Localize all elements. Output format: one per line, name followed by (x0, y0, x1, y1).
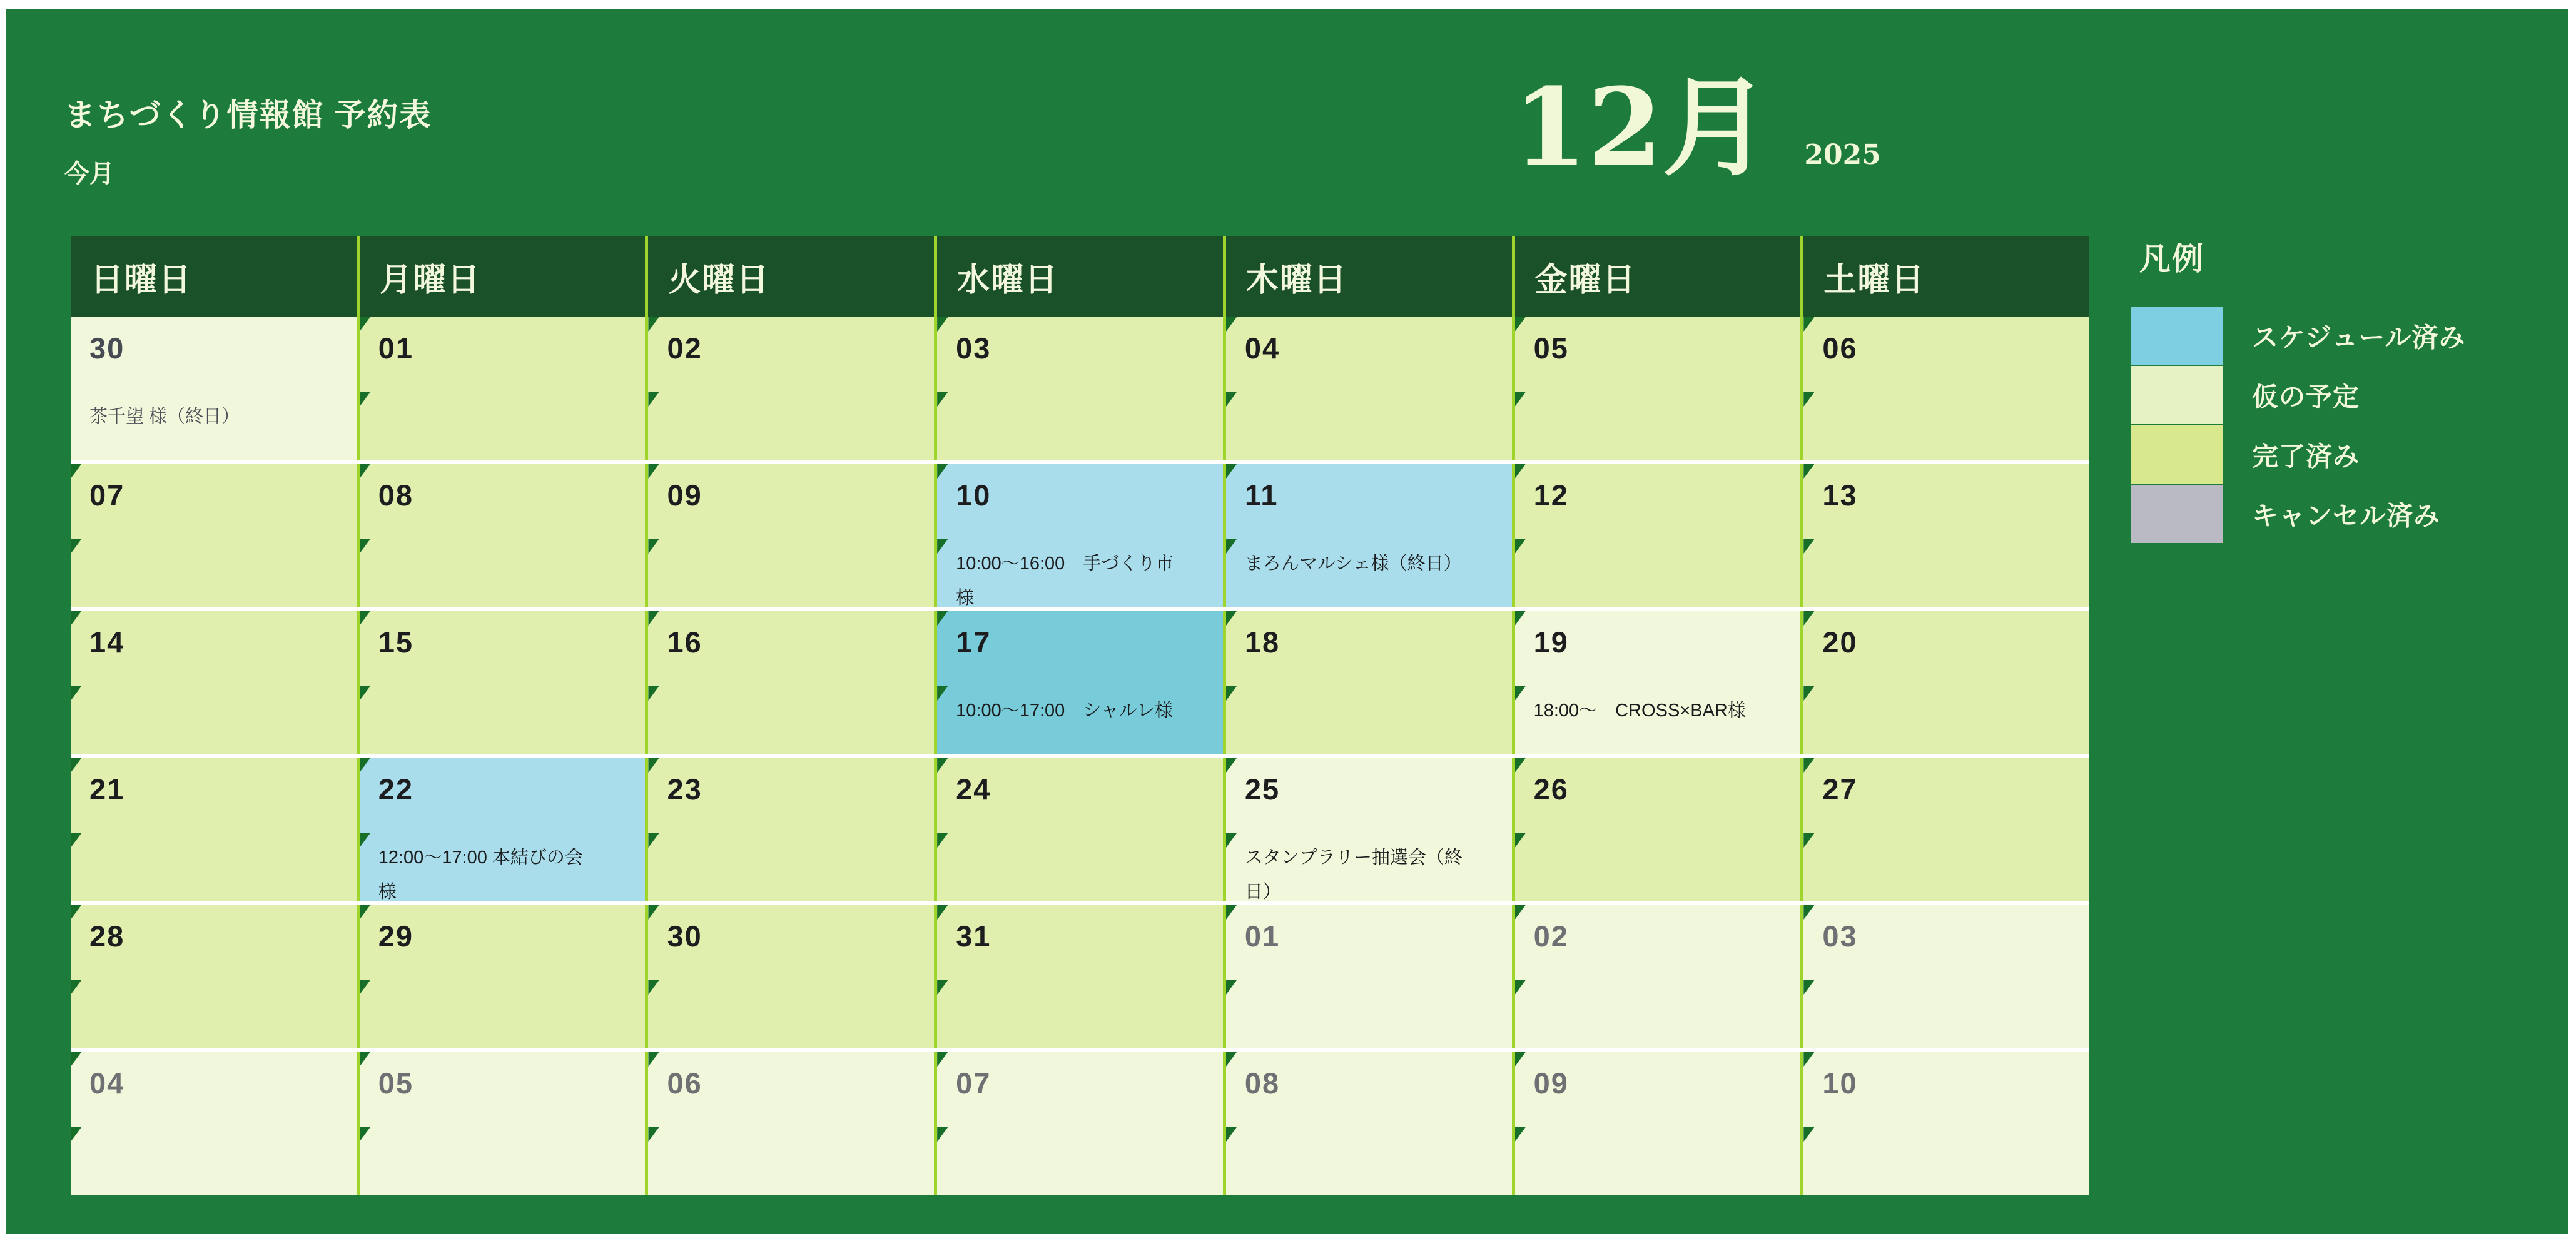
cell-marker-icon (71, 464, 81, 479)
calendar-cell[interactable] (1512, 758, 1801, 901)
day-number: 14 (89, 626, 125, 659)
calendar-cell[interactable] (1223, 464, 1512, 607)
day-number: 22 (378, 773, 413, 806)
cell-marker-icon (360, 905, 370, 920)
cell-marker-icon (648, 611, 659, 626)
calendar-cell[interactable] (934, 905, 1223, 1048)
legend-item (2131, 307, 2465, 365)
calendar-cell[interactable] (357, 905, 646, 1048)
calendar-cell[interactable] (934, 464, 1223, 607)
week-row (71, 901, 2089, 1048)
cell-marker-icon (360, 1052, 370, 1067)
day-number: 21 (89, 773, 125, 806)
calendar-cell[interactable] (1800, 464, 2089, 607)
calendar-cell[interactable] (357, 1052, 646, 1195)
cell-marker-icon (937, 539, 948, 554)
day-number: 08 (1244, 1067, 1280, 1100)
day-number: 05 (378, 1067, 413, 1100)
calendar-cell[interactable] (1800, 611, 2089, 754)
weekday-header: 水曜日 (934, 236, 1223, 317)
calendar-cell[interactable] (1800, 905, 2089, 1048)
calendar-cell[interactable] (645, 464, 934, 607)
weekday-header-row (71, 236, 2089, 317)
cell-marker-icon (937, 611, 948, 626)
cell-marker-icon (1226, 1127, 1237, 1142)
calendar-cell[interactable] (645, 611, 934, 754)
calendar-cell[interactable] (71, 758, 357, 901)
reservation-event[interactable]: 茶千望 様（終日） (89, 407, 240, 427)
cell-marker-icon (1515, 1127, 1526, 1142)
calendar-cell[interactable] (357, 611, 646, 754)
cell-marker-icon (937, 980, 948, 995)
week-row (71, 460, 2089, 607)
legend-swatch (2131, 307, 2223, 365)
reservation-event[interactable]: 10:00〜17:00 シャルレ様 (956, 701, 1173, 721)
calendar-cell[interactable] (357, 464, 646, 607)
cell-marker-icon (937, 392, 948, 407)
cell-marker-icon (1226, 317, 1237, 332)
day-number: 30 (667, 920, 702, 953)
day-number: 25 (1244, 773, 1280, 806)
cell-marker-icon (1226, 1052, 1237, 1067)
calendar-cell[interactable] (71, 1052, 357, 1195)
day-number: 27 (1822, 773, 1858, 806)
cell-marker-icon (1803, 1127, 1814, 1142)
cell-marker-icon (648, 686, 659, 701)
cell-marker-icon (648, 980, 659, 995)
cell-marker-icon (1515, 464, 1526, 479)
cell-marker-icon (360, 980, 370, 995)
cell-marker-icon (71, 611, 81, 626)
cell-marker-icon (71, 980, 81, 995)
month-header (1513, 64, 1881, 191)
cell-marker-icon (360, 392, 370, 407)
cell-marker-icon (648, 905, 659, 920)
day-number: 06 (667, 1067, 702, 1100)
cell-marker-icon (360, 317, 370, 332)
cell-marker-icon (360, 833, 370, 848)
day-number: 16 (667, 626, 702, 659)
day-number: 09 (1533, 1067, 1569, 1100)
cell-marker-icon (1515, 539, 1526, 554)
cell-marker-icon (1226, 464, 1237, 479)
cell-marker-icon (937, 317, 948, 332)
legend-label: スケジュール済み (2252, 322, 2466, 352)
cell-marker-icon (1226, 392, 1237, 407)
day-number: 30 (89, 332, 125, 365)
day-number: 03 (956, 332, 991, 365)
cell-marker-icon (1226, 905, 1237, 920)
calendar-cell[interactable] (934, 611, 1223, 754)
cell-marker-icon (1803, 980, 1814, 995)
day-number: 04 (1244, 332, 1280, 365)
year-label: 2025 (1804, 138, 1881, 171)
day-number: 04 (89, 1067, 125, 1100)
calendar-body (71, 317, 2089, 1195)
cell-marker-icon (1515, 905, 1526, 920)
cell-marker-icon (1226, 833, 1237, 848)
cell-marker-icon (1803, 1052, 1814, 1067)
page-title: まちづくり情報館 予約表 (64, 98, 432, 133)
cell-marker-icon (937, 833, 948, 848)
calendar-cell[interactable] (934, 317, 1223, 460)
reservation-calendar (71, 236, 2089, 1195)
week-row (71, 607, 2089, 754)
reservation-event[interactable]: まろんマルシェ様（終日） (1244, 554, 1462, 574)
reservation-event[interactable]: 12:00〜17:00 本結びの会様 (378, 848, 583, 903)
calendar-cell[interactable] (357, 317, 646, 460)
cell-marker-icon (1515, 611, 1526, 626)
day-number: 26 (1533, 773, 1569, 806)
cell-marker-icon (1226, 539, 1237, 554)
cell-marker-icon (648, 392, 659, 407)
cell-marker-icon (71, 833, 81, 848)
day-number: 29 (378, 920, 413, 953)
legend-item (2131, 485, 2465, 543)
reservation-event[interactable]: 18:00〜 CROSS×BAR様 (1533, 701, 1746, 721)
day-number: 02 (667, 332, 702, 365)
cell-marker-icon (360, 758, 370, 773)
cell-marker-icon (648, 1052, 659, 1067)
week-row (71, 754, 2089, 901)
legend-swatch (2131, 425, 2223, 484)
cell-marker-icon (1515, 1052, 1526, 1067)
cell-marker-icon (1803, 758, 1814, 773)
calendar-cell[interactable] (934, 758, 1223, 901)
period-label: 今月 (64, 160, 114, 188)
cell-marker-icon (648, 833, 659, 848)
cell-marker-icon (1803, 464, 1814, 479)
day-number: 17 (956, 626, 991, 659)
weekday-header: 日曜日 (91, 261, 193, 298)
legend-label: 完了済み (2252, 441, 2360, 471)
cell-marker-icon (1803, 317, 1814, 332)
calendar-cell[interactable] (71, 905, 357, 1048)
day-number: 01 (378, 332, 413, 365)
calendar-cell[interactable] (645, 317, 934, 460)
calendar-cell[interactable] (1223, 905, 1512, 1048)
legend-label: キャンセル済み (2252, 500, 2441, 530)
cell-marker-icon (360, 1127, 370, 1142)
weekday-header: 木曜日 (1223, 236, 1512, 317)
day-number: 19 (1533, 626, 1569, 659)
legend (2131, 234, 2465, 544)
cell-marker-icon (1515, 833, 1526, 848)
day-number: 05 (1533, 332, 1569, 365)
cell-marker-icon (1226, 611, 1237, 626)
day-number: 07 (956, 1067, 991, 1100)
legend-label: 仮の予定 (2252, 382, 2360, 412)
day-number: 20 (1822, 626, 1858, 659)
day-number: 06 (1822, 332, 1858, 365)
cell-marker-icon (937, 1127, 948, 1142)
cell-marker-icon (71, 539, 81, 554)
cell-marker-icon (1803, 611, 1814, 626)
calendar-cell[interactable] (1800, 317, 2089, 460)
cell-marker-icon (1803, 539, 1814, 554)
day-number: 31 (956, 920, 991, 953)
day-number: 10 (956, 479, 991, 512)
cell-marker-icon (1226, 980, 1237, 995)
calendar-cell[interactable] (1512, 464, 1801, 607)
calendar-cell[interactable] (1512, 611, 1801, 754)
legend-swatch (2131, 485, 2223, 543)
weekday-header: 火曜日 (645, 236, 934, 317)
cell-marker-icon (1226, 686, 1237, 701)
cell-marker-icon (1515, 980, 1526, 995)
calendar-cell[interactable] (1800, 1052, 2089, 1195)
cell-marker-icon (1803, 905, 1814, 920)
weekday-header: 土曜日 (1800, 236, 2089, 317)
legend-items (2131, 307, 2465, 543)
calendar-cell[interactable] (645, 905, 934, 1048)
day-number: 11 (1244, 479, 1279, 512)
cell-marker-icon (71, 686, 81, 701)
cell-marker-icon (937, 758, 948, 773)
calendar-cell[interactable] (71, 464, 357, 607)
day-number: 07 (89, 479, 125, 512)
cell-marker-icon (1515, 686, 1526, 701)
day-number: 10 (1822, 1067, 1858, 1100)
cell-marker-icon (648, 317, 659, 332)
legend-swatch (2131, 366, 2223, 424)
cell-marker-icon (1515, 317, 1526, 332)
cell-marker-icon (648, 539, 659, 554)
app-background (6, 9, 2568, 1234)
cell-marker-icon (360, 686, 370, 701)
cell-marker-icon (1803, 833, 1814, 848)
calendar-cell[interactable] (645, 1052, 934, 1195)
calendar-cell[interactable] (357, 758, 646, 901)
reservation-event[interactable]: スタンプラリー抽選会（終日） (1244, 848, 1463, 903)
calendar-cell[interactable] (1223, 317, 1512, 460)
cell-marker-icon (1515, 758, 1526, 773)
cell-marker-icon (360, 539, 370, 554)
reservation-event[interactable]: 10:00〜16:00 手づくり市様 (956, 554, 1174, 609)
calendar-cell[interactable] (1512, 317, 1801, 460)
cell-marker-icon (71, 758, 81, 773)
day-number: 15 (378, 626, 413, 659)
day-number: 18 (1244, 626, 1280, 659)
calendar-cell[interactable] (71, 317, 357, 460)
cell-marker-icon (937, 464, 948, 479)
legend-item (2131, 425, 2465, 484)
day-number: 08 (378, 479, 413, 512)
legend-item (2131, 366, 2465, 424)
weekday-header: 月曜日 (357, 236, 646, 317)
legend-title: 凡例 (2139, 241, 2204, 277)
day-number: 03 (1822, 920, 1858, 953)
day-number: 13 (1822, 479, 1858, 512)
cell-marker-icon (1515, 392, 1526, 407)
calendar-cell[interactable] (1223, 1052, 1512, 1195)
calendar-cell[interactable] (1800, 758, 2089, 901)
day-number: 12 (1533, 479, 1569, 512)
cell-marker-icon (648, 464, 659, 479)
cell-marker-icon (71, 1052, 81, 1067)
week-row (71, 1048, 2089, 1195)
calendar-cell[interactable] (1512, 905, 1801, 1048)
calendar-cell[interactable] (934, 1052, 1223, 1195)
cell-marker-icon (71, 1127, 81, 1142)
day-number: 09 (667, 479, 702, 512)
day-number: 23 (667, 773, 702, 806)
cell-marker-icon (360, 464, 370, 479)
cell-marker-icon (360, 611, 370, 626)
cell-marker-icon (648, 758, 659, 773)
calendar-cell[interactable] (1223, 611, 1512, 754)
cell-marker-icon (1803, 686, 1814, 701)
day-number: 02 (1533, 920, 1569, 953)
calendar-cell[interactable] (1512, 1052, 1801, 1195)
month-title: 12月 (1513, 64, 1770, 191)
day-number: 24 (956, 773, 991, 806)
cell-marker-icon (937, 1052, 948, 1067)
cell-marker-icon (937, 686, 948, 701)
cell-marker-icon (937, 905, 948, 920)
day-number: 28 (89, 920, 125, 953)
day-number: 01 (1244, 920, 1280, 953)
calendar-cell[interactable] (71, 611, 357, 754)
cell-marker-icon (648, 1127, 659, 1142)
calendar-cell[interactable] (1223, 758, 1512, 901)
weekday-header: 金曜日 (1512, 236, 1801, 317)
cell-marker-icon (1226, 758, 1237, 773)
calendar-cell[interactable] (645, 758, 934, 901)
cell-marker-icon (71, 905, 81, 920)
cell-marker-icon (1803, 392, 1814, 407)
week-row (71, 317, 2089, 460)
